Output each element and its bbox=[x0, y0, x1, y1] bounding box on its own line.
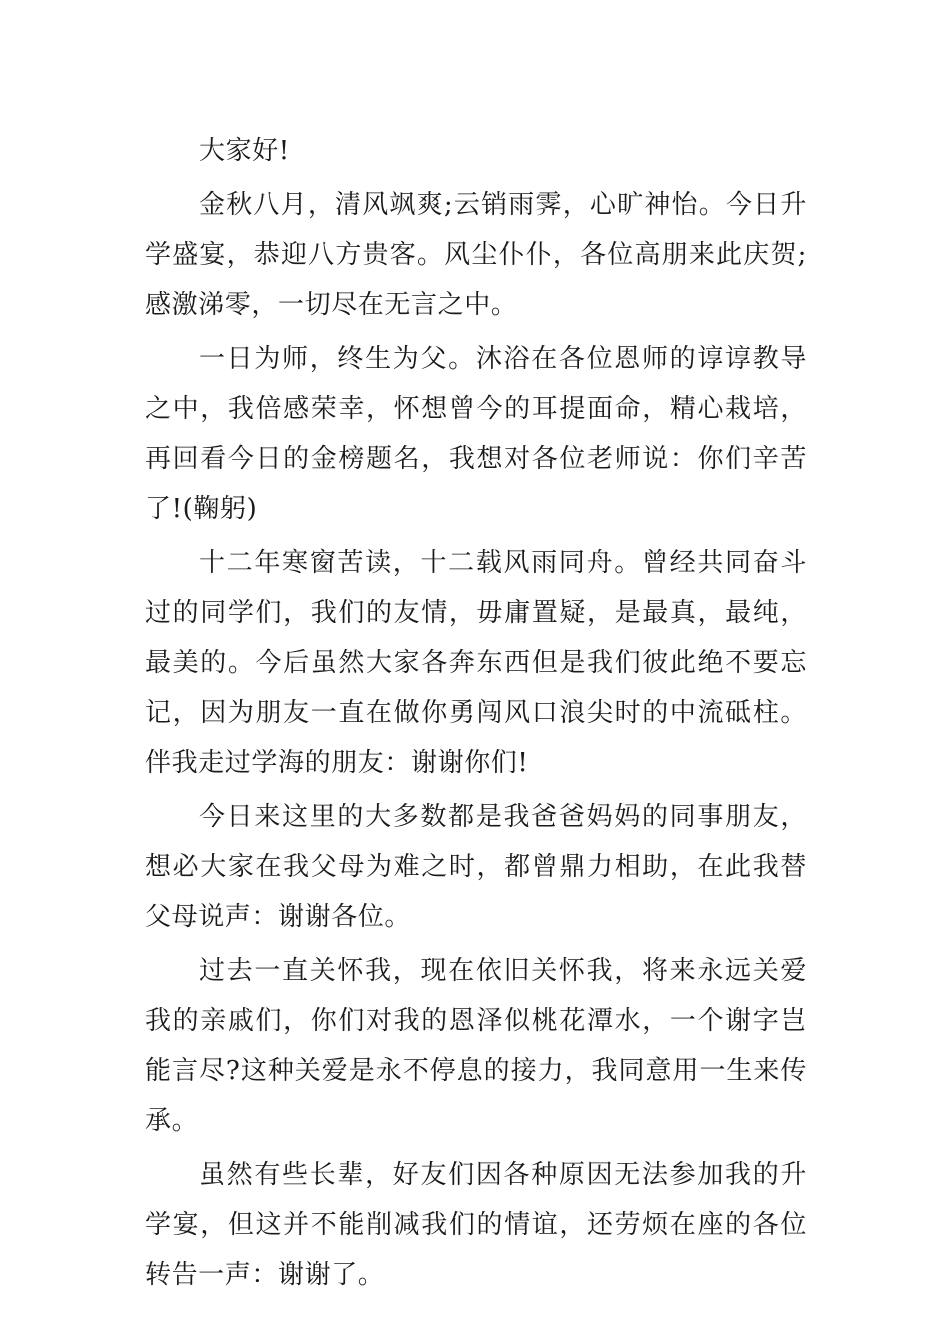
classmates-thanks-paragraph: 十二年寒窗苦读，十二载风雨同舟。曾经共同奋斗过的同学们，我们的友情，毋庸置疑，是最真，最纯，最美的。今后虽然大家各奔东西但是我们彼此绝不要忘记，因为朋友一直在做你勇闯风口浪尖时的中流砥柱。伴我走过学海的朋友：谢谢你们! bbox=[145, 548, 807, 778]
greeting-paragraph: 大家好! bbox=[199, 136, 290, 166]
relatives-thanks-paragraph: 过去一直关怀我，现在依旧关怀我，将来永远关爱我的亲戚们，你们对我的恩泽似桃花潭水，一个谢字岂能言尽?这种关爱是永不停息的接力，我同意用一生来传承。 bbox=[145, 956, 807, 1136]
opening-paragraph: 金秋八月，清风飒爽;云销雨霁，心旷神怡。今日升学盛宴，恭迎八方贵客。风尘仆仆，各位高朋来此庆贺;感激涕零，一切尽在无言之中。 bbox=[145, 190, 807, 320]
colleagues-thanks-paragraph: 今日来这里的大多数都是我爸爸妈妈的同事朋友，想必大家在我父母为难之时，都曾鼎力相助，在此我替父母说声：谢谢各位。 bbox=[145, 802, 807, 932]
absent-elders-paragraph: 虽然有些长辈，好友们因各种原因无法参加我的升学宴，但这并不能削减我们的情谊，还劳烦在座的各位转告一声：谢谢了。 bbox=[145, 1160, 807, 1290]
teachers-thanks-paragraph: 一日为师，终生为父。沐浴在各位恩师的谆谆教导之中，我倍感荣幸，怀想曾今的耳提面命，精心栽培，再回看今日的金榜题名，我想对各位老师说：你们辛苦了!(鞠躬) bbox=[145, 344, 807, 524]
speech-body bbox=[145, 126, 807, 1304]
